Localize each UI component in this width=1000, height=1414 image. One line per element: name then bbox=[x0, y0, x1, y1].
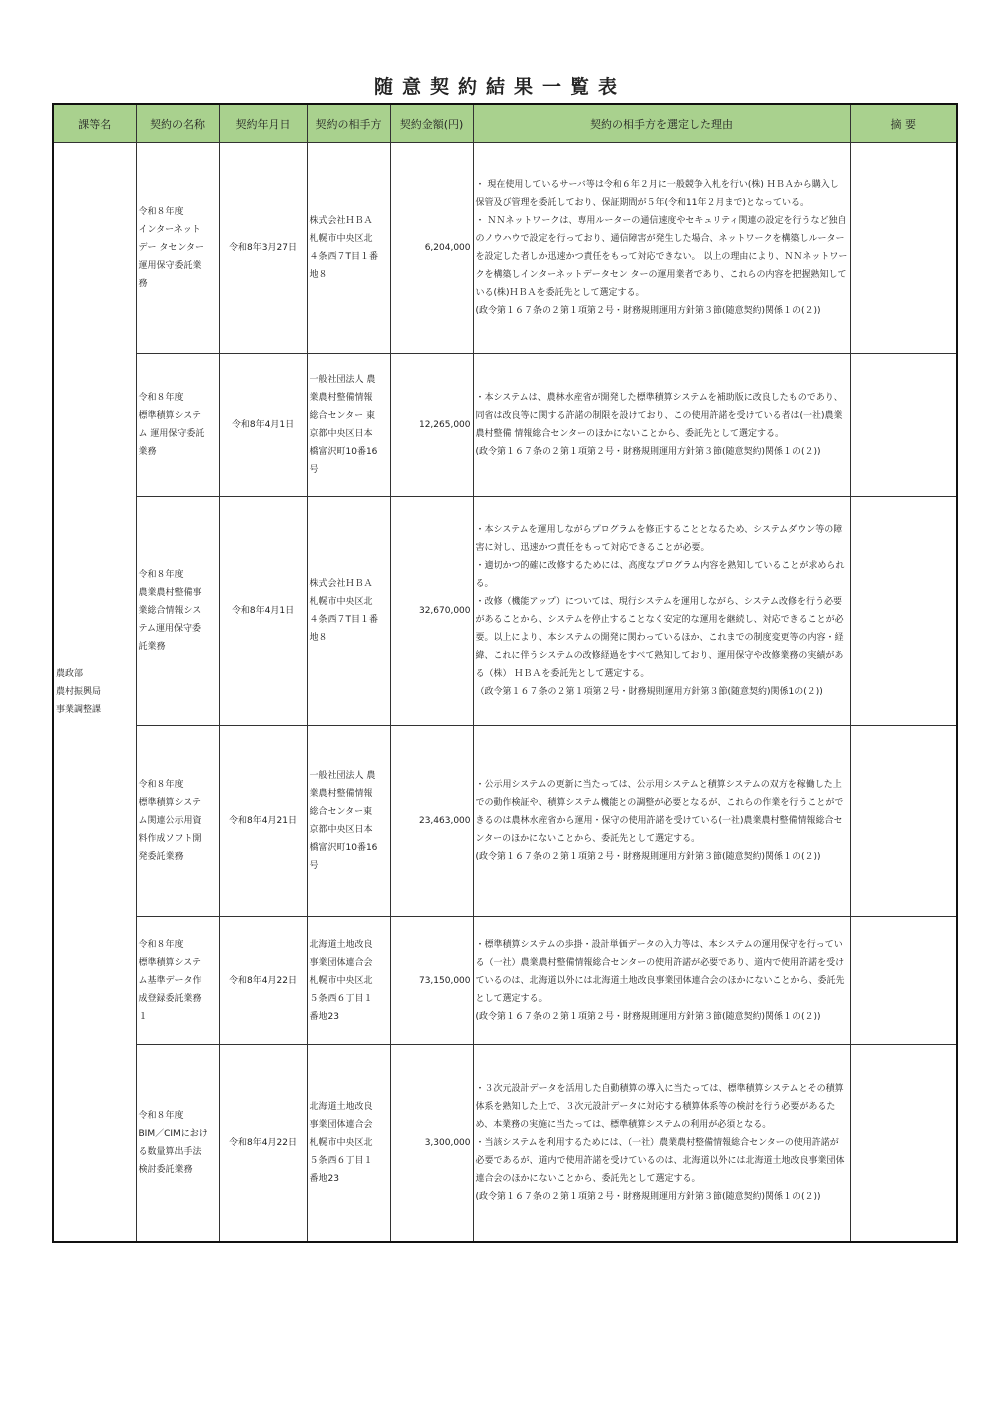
contract-name-cell: 令和８年度 標準積算システ ム関連公示用資 料作成ソフト開 発委託業務 bbox=[136, 726, 219, 917]
header-row bbox=[53, 104, 957, 143]
reason-paragraph: (政令第１６７条の２第１項第２号・財務規則運用方針第３節(随意契約)関係１の(２)) bbox=[475, 306, 821, 316]
contract-name-cell: 令和８年度 標準積算システ ム 運用保守委託 業務 bbox=[136, 354, 219, 497]
selection-reason-cell bbox=[473, 917, 850, 1045]
table-row bbox=[53, 726, 957, 917]
department-line: 事業調整課 bbox=[56, 704, 102, 715]
header-contract-name: 契約の名称 bbox=[136, 104, 219, 143]
contract-date-cell: 令和8年3月27日 bbox=[219, 143, 307, 354]
contract-party-cell: 株式会社ＨＢＡ 札幌市中央区北 ４条西７T目１番 地８ bbox=[307, 497, 390, 726]
header-contract-amount: 契約金額(円) bbox=[390, 104, 473, 143]
reason-paragraph: ・当該システムを利用するためには、（一社）農業農村整備情報総合センターの使用許諾が必要であるが、道内で使用許諾を受けているのは、北海道以外には北海道土地改良事業団体連合会のほかにないことから、委託先として選定する。 bbox=[475, 1137, 845, 1184]
reason-paragraph: (政令第１６７条の２第１項第２号・財務規則運用方針第３節(随意契約)関係１の(２)) bbox=[475, 1191, 821, 1202]
contract-date-cell: 令和8年4月1日 bbox=[219, 354, 307, 497]
header-contract-date: 契約年月日 bbox=[219, 104, 307, 143]
header-department: 課等名 bbox=[53, 104, 136, 143]
selection-reason-cell bbox=[473, 143, 850, 354]
contract-date-cell: 令和8年4月21日 bbox=[219, 726, 307, 917]
department-cell bbox=[53, 143, 136, 1242]
contract-amount-cell: 12,265,000 bbox=[390, 354, 473, 497]
reason-paragraph: ・改修（機能アップ）については、現行システムを運用しながら、システム改修を行う必要があることから、システムを停止することなく安定的な運用を継続し、対応できることが必要。以上により、本システムの開発に関わっているほか、これまでの制度変更等の内容・経緯、これに伴うシステムの改修経過をすべて熟知しており、運用保守や改修業務の実績がある（株） ＨＢＡを委託先として選定する。 bbox=[475, 597, 844, 679]
contract-name-cell: 令和８年度 インターネット デー タセンター 運用保守委託業 務 bbox=[136, 143, 219, 354]
contract-amount-cell: 73,150,000 bbox=[390, 917, 473, 1045]
contract-name-cell: 令和８年度 標準積算システ ム基準データ作 成登録委託業務 １ bbox=[136, 917, 219, 1045]
contract-party-cell: 株式会社ＨＢＡ 札幌市中央区北 ４条西７T目１番 地８ bbox=[307, 143, 390, 354]
selection-reason-cell bbox=[473, 1045, 850, 1242]
remarks-cell bbox=[850, 354, 957, 497]
contract-amount-cell: 23,463,000 bbox=[390, 726, 473, 917]
contract-date-cell: 令和8年4月22日 bbox=[219, 1045, 307, 1242]
contract-party-cell: 北海道土地改良 事業団体連合会 札幌市中央区北 ５条西６丁目１ 番地23 bbox=[307, 1045, 390, 1242]
reason-paragraph: (政令第１６７条の２第１項第２号・財務規則運用方針第３節(随意契約)関係１の(２)) bbox=[475, 852, 821, 862]
selection-reason-cell bbox=[473, 726, 850, 917]
remarks-cell bbox=[850, 143, 957, 354]
reason-paragraph: ・ 現在使用しているサーバ等は令和６年２月に一般競争入札を行い(株) ＨＢＡから購入し保管及び管理を委託しており、保証期間が５年(令和11年２月まで)となっている。 bbox=[475, 180, 839, 208]
reason-paragraph: ・標準積算システムの歩掛・設計単価データの入力等は、本システムの運用保守を行っている（一社）農業農村整備情報総合センターの使用許諾が必要であり、道内で使用許諾を受けているのは、北海道以外には北海道土地改良事業団体連合会のほかにないことから、委託先として選定する。 bbox=[475, 939, 845, 1004]
contract-amount-cell: 32,670,000 bbox=[390, 497, 473, 726]
contract-table bbox=[52, 103, 958, 1243]
remarks-cell bbox=[850, 726, 957, 917]
contract-party-cell: 一般社団法人 農 業農村整備情報 総合センター 東 京都中央区日本 橋富沢町10番16 号 bbox=[307, 354, 390, 497]
table-row bbox=[53, 497, 957, 726]
selection-reason-cell bbox=[473, 354, 850, 497]
contract-name-cell: 令和８年度 BIM／CIMにおけ る数量算出手法 検討委託業務 bbox=[136, 1045, 219, 1242]
table-row bbox=[53, 143, 957, 354]
reason-paragraph: ・ ＮＮネットワークは、専用ルーターの通信速度やセキュリティ関連の設定を行うなど独自のノウハウで設定を行っており、通信障害が発生した場合、ネットワークを構築しルーターを設定した者しか迅速かつ責任をもって対応できない。 以上の理由により、ＮＮネットワークを構築しインターネットデータセン ターの運用業者であり、これらの内容を把握熟知している(株)ＨＢＡを委託先として選定する。 bbox=[475, 216, 848, 298]
contract-name-cell: 令和８年度 農業農村整備事 業総合情報シス テム運用保守委 託業務 bbox=[136, 497, 219, 726]
contract-amount-cell: 6,204,000 bbox=[390, 143, 473, 354]
reason-paragraph: （政令第１６７条の２第１項第２号・財務規則運用方針第３節(随意契約)関係1の(２)) bbox=[475, 687, 823, 697]
selection-reason-cell bbox=[473, 497, 850, 726]
reason-paragraph: (政令第１６７条の２第１項第２号・財務規則運用方針第３節(随意契約)関係１の(２)) bbox=[475, 1011, 821, 1022]
header-selection-reason: 契約の相手方を選定した理由 bbox=[473, 104, 850, 143]
remarks-cell bbox=[850, 497, 957, 726]
remarks-cell bbox=[850, 917, 957, 1045]
reason-paragraph: (政令第１６７条の２第１項第２号・財務規則運用方針第３節(随意契約)関係１の(２)) bbox=[475, 447, 821, 457]
department-line: 農村振興局 bbox=[56, 686, 102, 697]
table-row bbox=[53, 354, 957, 497]
reason-paragraph: ・本システムを運用しながらプログラムを修正することとなるため、システムダウン等の障害に対し、迅速かつ責任をもって対応できることが必要。 bbox=[475, 525, 843, 553]
reason-paragraph: ・公示用システムの更新に当たっては、公示用システムと積算システムの双方を稼働した上での動作検証や、積算システム機能との調整が必要となるが、これらの作業を行うことができるのは農林水産省から運用・保守の使用許諾を受けている(一社)農業農村整備情報総合センターのほかにないことから、委託先として選定する。 bbox=[475, 780, 844, 844]
header-contract-party: 契約の相手方 bbox=[307, 104, 390, 143]
department-line: 農政部 bbox=[56, 668, 84, 679]
reason-paragraph: ・本システムは、農林水産省が開発した標準積算システムを補助版に改良したものであり、同省は改良等に関する許諾の制限を設けており、この使用許諾を受けている者は(一社)農業農村整備 情報総合センターのほかにないことから、委託先として選定する。 bbox=[475, 393, 843, 439]
contract-party-cell: 一般社団法人 農 業農村整備情報 総合センター東 京都中央区日本 橋富沢町10番16 号 bbox=[307, 726, 390, 917]
reason-paragraph: ・３次元設計データを活用した自動積算の導入に当たっては、標準積算システムとその積算体系を熟知した上で、３次元設計データに対応する積算体系等の検討を行う必要があるため、本業務の実施に当たっては、標準積算システムの利用が必須となる。 bbox=[475, 1083, 844, 1130]
table-row bbox=[53, 1045, 957, 1242]
remarks-cell bbox=[850, 1045, 957, 1242]
header-remarks: 摘 要 bbox=[850, 104, 957, 143]
contract-party-cell: 北海道土地改良 事業団体連合会 札幌市中央区北 ５条西６丁目１ 番地23 bbox=[307, 917, 390, 1045]
reason-paragraph: ・適切かつ的確に改修するためには、高度なプログラム内容を熟知していることが求められる。 bbox=[475, 561, 845, 589]
contract-date-cell: 令和8年4月1日 bbox=[219, 497, 307, 726]
page-title: 随意契約結果一覧表 bbox=[373, 76, 626, 98]
contract-amount-cell: 3,300,000 bbox=[390, 1045, 473, 1242]
table-row bbox=[53, 917, 957, 1045]
contract-date-cell: 令和8年4月22日 bbox=[219, 917, 307, 1045]
